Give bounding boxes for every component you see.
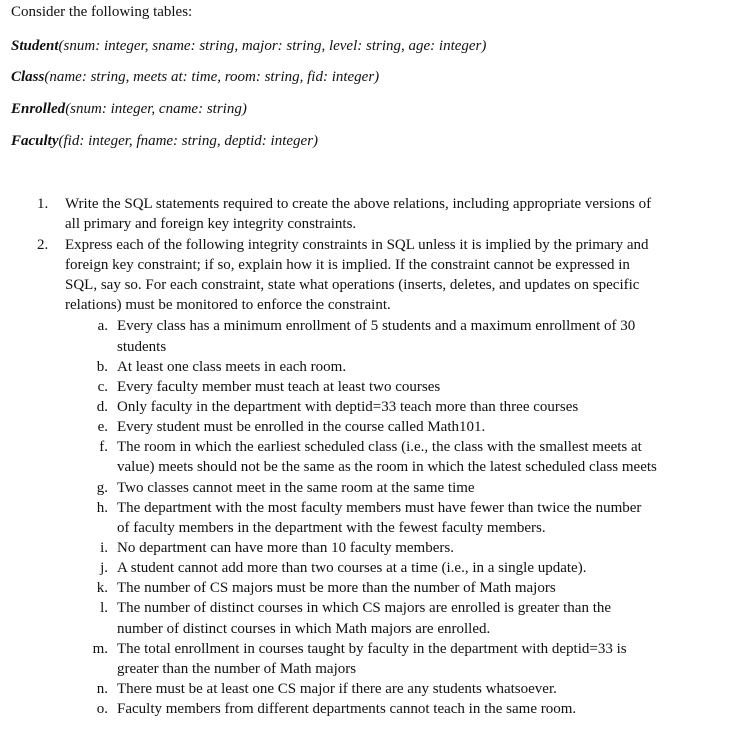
question-line: Express each of the following integrity constraints in SQL unless it is implied by the primary and xyxy=(65,237,649,253)
relation-faculty xyxy=(11,131,318,151)
subitem-letter: i. xyxy=(100,540,108,556)
relation-attrs: (fid: integer, fname: string, deptid: integer) xyxy=(58,133,319,149)
question-number: 2. xyxy=(37,237,49,253)
relation-attrs: (snum: integer, sname: string, major: string, level: string, age: integer) xyxy=(58,38,487,54)
subitem-line: of faculty members in the department with the fewest faculty members. xyxy=(117,520,546,536)
subitem-line: Every class has a minimum enrollment of 5 students and a maximum enrollment of 30 xyxy=(117,318,636,334)
subitem-line: The department with the most faculty members must have fewer than twice the number xyxy=(117,500,642,516)
subitem-line: The number of CS majors must be more than the number of Math majors xyxy=(117,580,556,596)
relation-student xyxy=(11,36,486,56)
subitem-letter: m. xyxy=(92,641,108,657)
relation-attrs: (snum: integer, cname: string) xyxy=(65,101,247,117)
subitem-letter: b. xyxy=(96,359,108,375)
subitem-line: The room in which the earliest scheduled class (i.e., the class with the smallest meets at xyxy=(117,439,642,455)
question-line: relations) must be monitored to enforce the constraint. xyxy=(65,297,391,313)
subitem-line: A student cannot add more than two courses at a time (i.e., in a single update). xyxy=(117,560,587,576)
question-line: foreign key constraint; if so, explain how it is implied. If the constraint cannot be expressed in xyxy=(65,257,630,273)
relation-name: Student xyxy=(11,38,59,54)
subitem-line: Only faculty in the department with deptid=33 teach more than three courses xyxy=(117,399,579,415)
subitem-line: Faculty members from different departments cannot teach in the same room. xyxy=(117,701,577,717)
relation-class xyxy=(11,67,379,87)
subitem-letter: n. xyxy=(96,681,108,697)
relation-name: Class xyxy=(11,69,45,85)
subitem-line: No department can have more than 10 faculty members. xyxy=(117,540,454,556)
question-line: Write the SQL statements required to create the above relations, including appropriate versions of xyxy=(65,196,652,212)
subitem-line: Every student must be enrolled in the course called Math101. xyxy=(117,419,486,435)
subitem-line: greater than the number of Math majors xyxy=(117,661,357,677)
subitem-letter: k. xyxy=(96,580,108,596)
subitem-line: value) meets should not be the same as the room in which the latest scheduled class meets xyxy=(117,459,657,475)
intro-text: Consider the following tables: xyxy=(11,4,193,20)
subitem-letter: h. xyxy=(96,500,108,516)
subitem-letter: o. xyxy=(96,701,108,717)
subitem-letter: f. xyxy=(99,439,108,455)
subitem-letter: d. xyxy=(96,399,108,415)
subitem-line: students xyxy=(117,339,167,355)
relation-attrs: (name: string, meets at: time, room: string, fid: integer) xyxy=(44,69,380,85)
subitem-line: The number of distinct courses in which CS majors are enrolled is greater than the xyxy=(117,600,612,616)
subitem-line: The total enrollment in courses taught by faculty in the department with deptid=33 is xyxy=(117,641,627,657)
subitem-line: At least one class meets in each room. xyxy=(117,359,347,375)
question-line: SQL, say so. For each constraint, state what operations (inserts, deletes, and updates on specific xyxy=(65,277,640,293)
relation-enrolled xyxy=(11,99,247,119)
question-number: 1. xyxy=(37,196,49,212)
subitem-letter: g. xyxy=(96,480,108,496)
subitem-letter: j. xyxy=(100,560,108,576)
subitem-letter: l. xyxy=(100,600,108,616)
subitem-line: Two classes cannot meet in the same room at the same time xyxy=(117,480,475,496)
subitem-letter: a. xyxy=(97,318,108,334)
subitem-letter: e. xyxy=(97,419,108,435)
relation-name: Enrolled xyxy=(11,101,66,117)
subitem-line: There must be at least one CS major if there are any students whatsoever. xyxy=(117,681,557,697)
question-line: all primary and foreign key integrity constraints. xyxy=(65,216,357,232)
subitem-line: Every faculty member must teach at least two courses xyxy=(117,379,441,395)
relation-name: Faculty xyxy=(11,133,59,149)
subitem-line: number of distinct courses in which Math majors are enrolled. xyxy=(117,621,491,637)
subitem-letter: c. xyxy=(97,379,108,395)
